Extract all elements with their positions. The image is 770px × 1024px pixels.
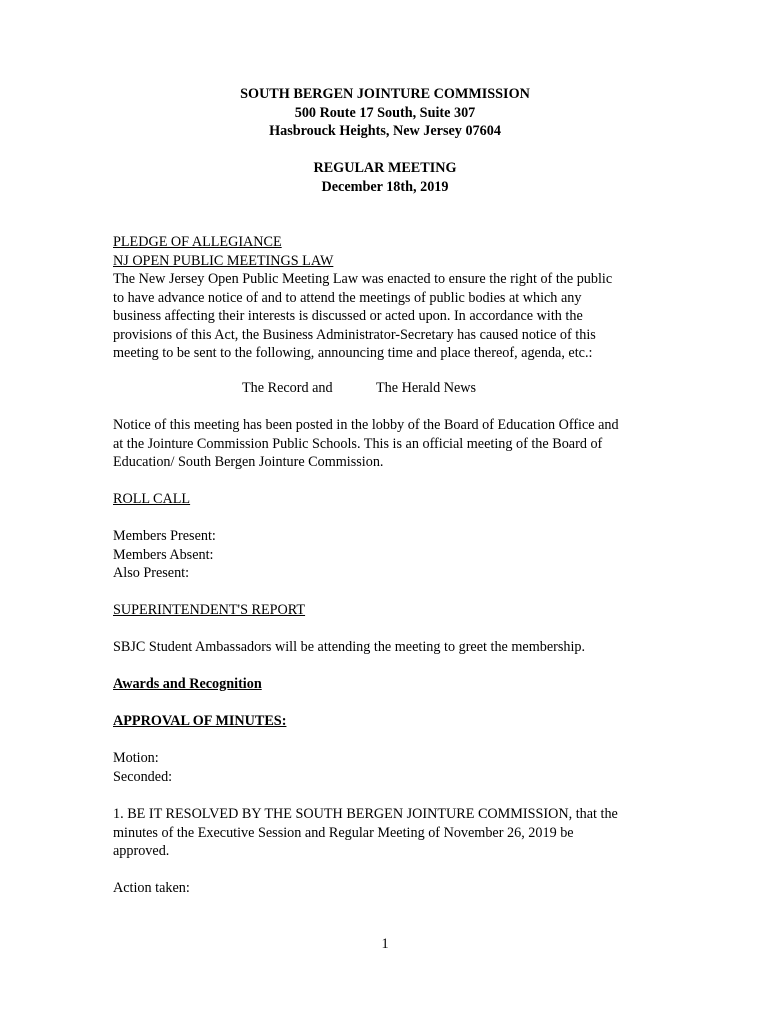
action-block <box>113 879 661 898</box>
open-meetings-section <box>113 233 661 363</box>
org-name: SOUTH BERGEN JOINTURE COMMISSION <box>240 86 530 102</box>
motion-block <box>113 749 661 786</box>
also-present: Also Present: <box>113 565 190 581</box>
awards-heading: Awards and Recognition <box>113 676 262 692</box>
approval-section <box>113 712 661 731</box>
superintendent-heading: SUPERINTENDENT'S REPORT <box>113 602 306 618</box>
page-number: 1 <box>381 936 389 952</box>
motion-label: Motion: <box>113 750 159 766</box>
meeting-header <box>0 159 770 196</box>
recipient-herald-news: The Herald News <box>376 380 477 396</box>
notice-text-line: Education/ South Bergen Jointure Commission. <box>113 454 384 470</box>
attendance-list <box>113 527 661 583</box>
meeting-type: REGULAR MEETING <box>313 160 457 176</box>
members-present: Members Present: <box>113 528 216 544</box>
superintendent-section <box>113 601 661 620</box>
notice-paragraph <box>113 416 661 472</box>
resolution-paragraph <box>113 805 661 861</box>
resolution-text-line: approved. <box>113 843 170 859</box>
members-absent: Members Absent: <box>113 546 214 563</box>
open-meetings-text-line: business affecting their interests is discussed or acted upon. In accordance with the <box>113 308 583 324</box>
open-meetings-text-line: to have advance notice of and to attend the meetings of public bodies at which any <box>113 289 582 306</box>
meeting-date: December 18th, 2019 <box>321 178 449 195</box>
open-meetings-text-line: provisions of this Act, the Business Administrator-Secretary has caused notice of this <box>113 326 596 343</box>
open-meetings-text-line: meeting to be sent to the following, announcing time and place thereof, agenda, etc.: <box>113 345 593 361</box>
recipient-record: The Record and <box>242 380 333 396</box>
resolution-text-line: minutes of the Executive Session and Regular Meeting of November 26, 2019 be <box>113 824 574 841</box>
address-line-2: Hasbrouck Heights, New Jersey 07604 <box>269 123 501 139</box>
document-header <box>0 85 770 141</box>
superintendent-report <box>113 638 661 657</box>
superintendent-text: SBJC Student Ambassadors will be attending the meeting to greet the membership. <box>113 639 586 655</box>
seconded-label: Seconded: <box>113 768 173 785</box>
pledge-heading: PLEDGE OF ALLEGIANCE <box>113 234 282 250</box>
roll-call-section <box>113 490 661 509</box>
notice-text-line: at the Jointure Commission Public Schools. This is an official meeting of the Board of <box>113 435 603 452</box>
open-meetings-heading: NJ OPEN PUBLIC MEETINGS LAW <box>113 252 334 269</box>
roll-call-heading: ROLL CALL <box>113 491 191 507</box>
action-taken-label: Action taken: <box>113 880 190 896</box>
resolution-text-line: 1. BE IT RESOLVED BY THE SOUTH BERGEN JOINTURE COMMISSION, that the <box>113 806 618 822</box>
open-meetings-text-line: The New Jersey Open Public Meeting Law was enacted to ensure the right of the public <box>113 271 613 287</box>
approval-heading: APPROVAL OF MINUTES: <box>113 713 287 729</box>
address-line-1: 500 Route 17 South, Suite 307 <box>294 104 476 121</box>
awards-section <box>113 675 661 694</box>
notice-text-line: Notice of this meeting has been posted in the lobby of the Board of Education Office and <box>113 417 619 433</box>
